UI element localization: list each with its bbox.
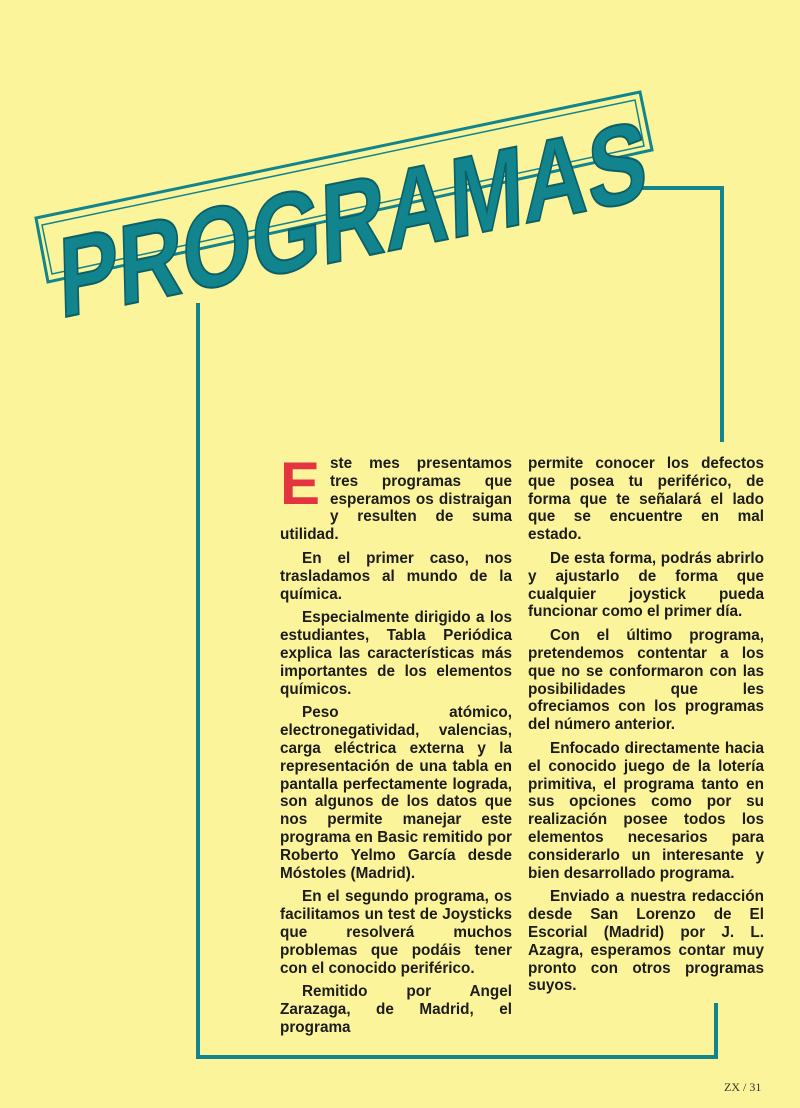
paragraph-4: Peso atómico, electronegatividad, valencias, carga eléctrica externa y la representación de una tabla en pantalla perfectamente lograda, son algunos de los datos que nos permite manejar este programa en Basic remitido por Roberto Yelmo García desde Móstoles (Madrid).	[280, 704, 512, 882]
paragraph-6: Remitido por Angel Zarazaga, de Madrid, el programa	[280, 983, 512, 1036]
paragraph-2: En el primer caso, nos trasladamos al mundo de la química.	[280, 549, 512, 603]
paragraph-11: Enviado a nuestra redacción desde San Lorenzo de El Escorial (Madrid) por J. L. Azagra, esperamos contar muy pronto con otros programas suyos.	[528, 888, 764, 995]
dropcap: E	[280, 450, 321, 517]
paragraph-7: permite conocer los defectos que posea tu periférico, de forma que te señalará el lado que se encuentre en mal estado.	[528, 455, 764, 544]
paragraph-1: Este mes presentamos tres programas que esperamos os distraigan y resulten de suma utilidad.	[280, 450, 512, 544]
headline-text: PROGRAMAS	[57, 67, 787, 343]
paragraph-9: Con el último programa, pretendemos contentar a los que no se conformaron con las posibilidades que les ofreciamos con los programas del número anterior.	[528, 627, 764, 734]
paragraph-5: En el segundo programa, os facilitamos un test de Joysticks que resolverá muchos problemas que podáis tener con el conocido periférico.	[280, 888, 512, 977]
article-right-column	[528, 455, 764, 1001]
paragraph-8: De esta forma, podrás abrirlo y ajustarlo de forma que cualquier joystick pueda funcionar como el primer día.	[528, 549, 764, 621]
article-left-column	[280, 450, 512, 1043]
paragraph-3: Especialmente dirigido a los estudiantes, Tabla Periódica explica las características más importantes de los elementos químicos.	[280, 609, 512, 698]
paragraph-10: Enfocado directamente hacia el conocido juego de la lotería primitiva, el programa tanto en sus opciones como por su realización posee todos los elementos necesarios para considerarlo un interesante y bien desarrollado programa.	[528, 739, 764, 882]
page-number: ZX / 31	[724, 1080, 762, 1094]
